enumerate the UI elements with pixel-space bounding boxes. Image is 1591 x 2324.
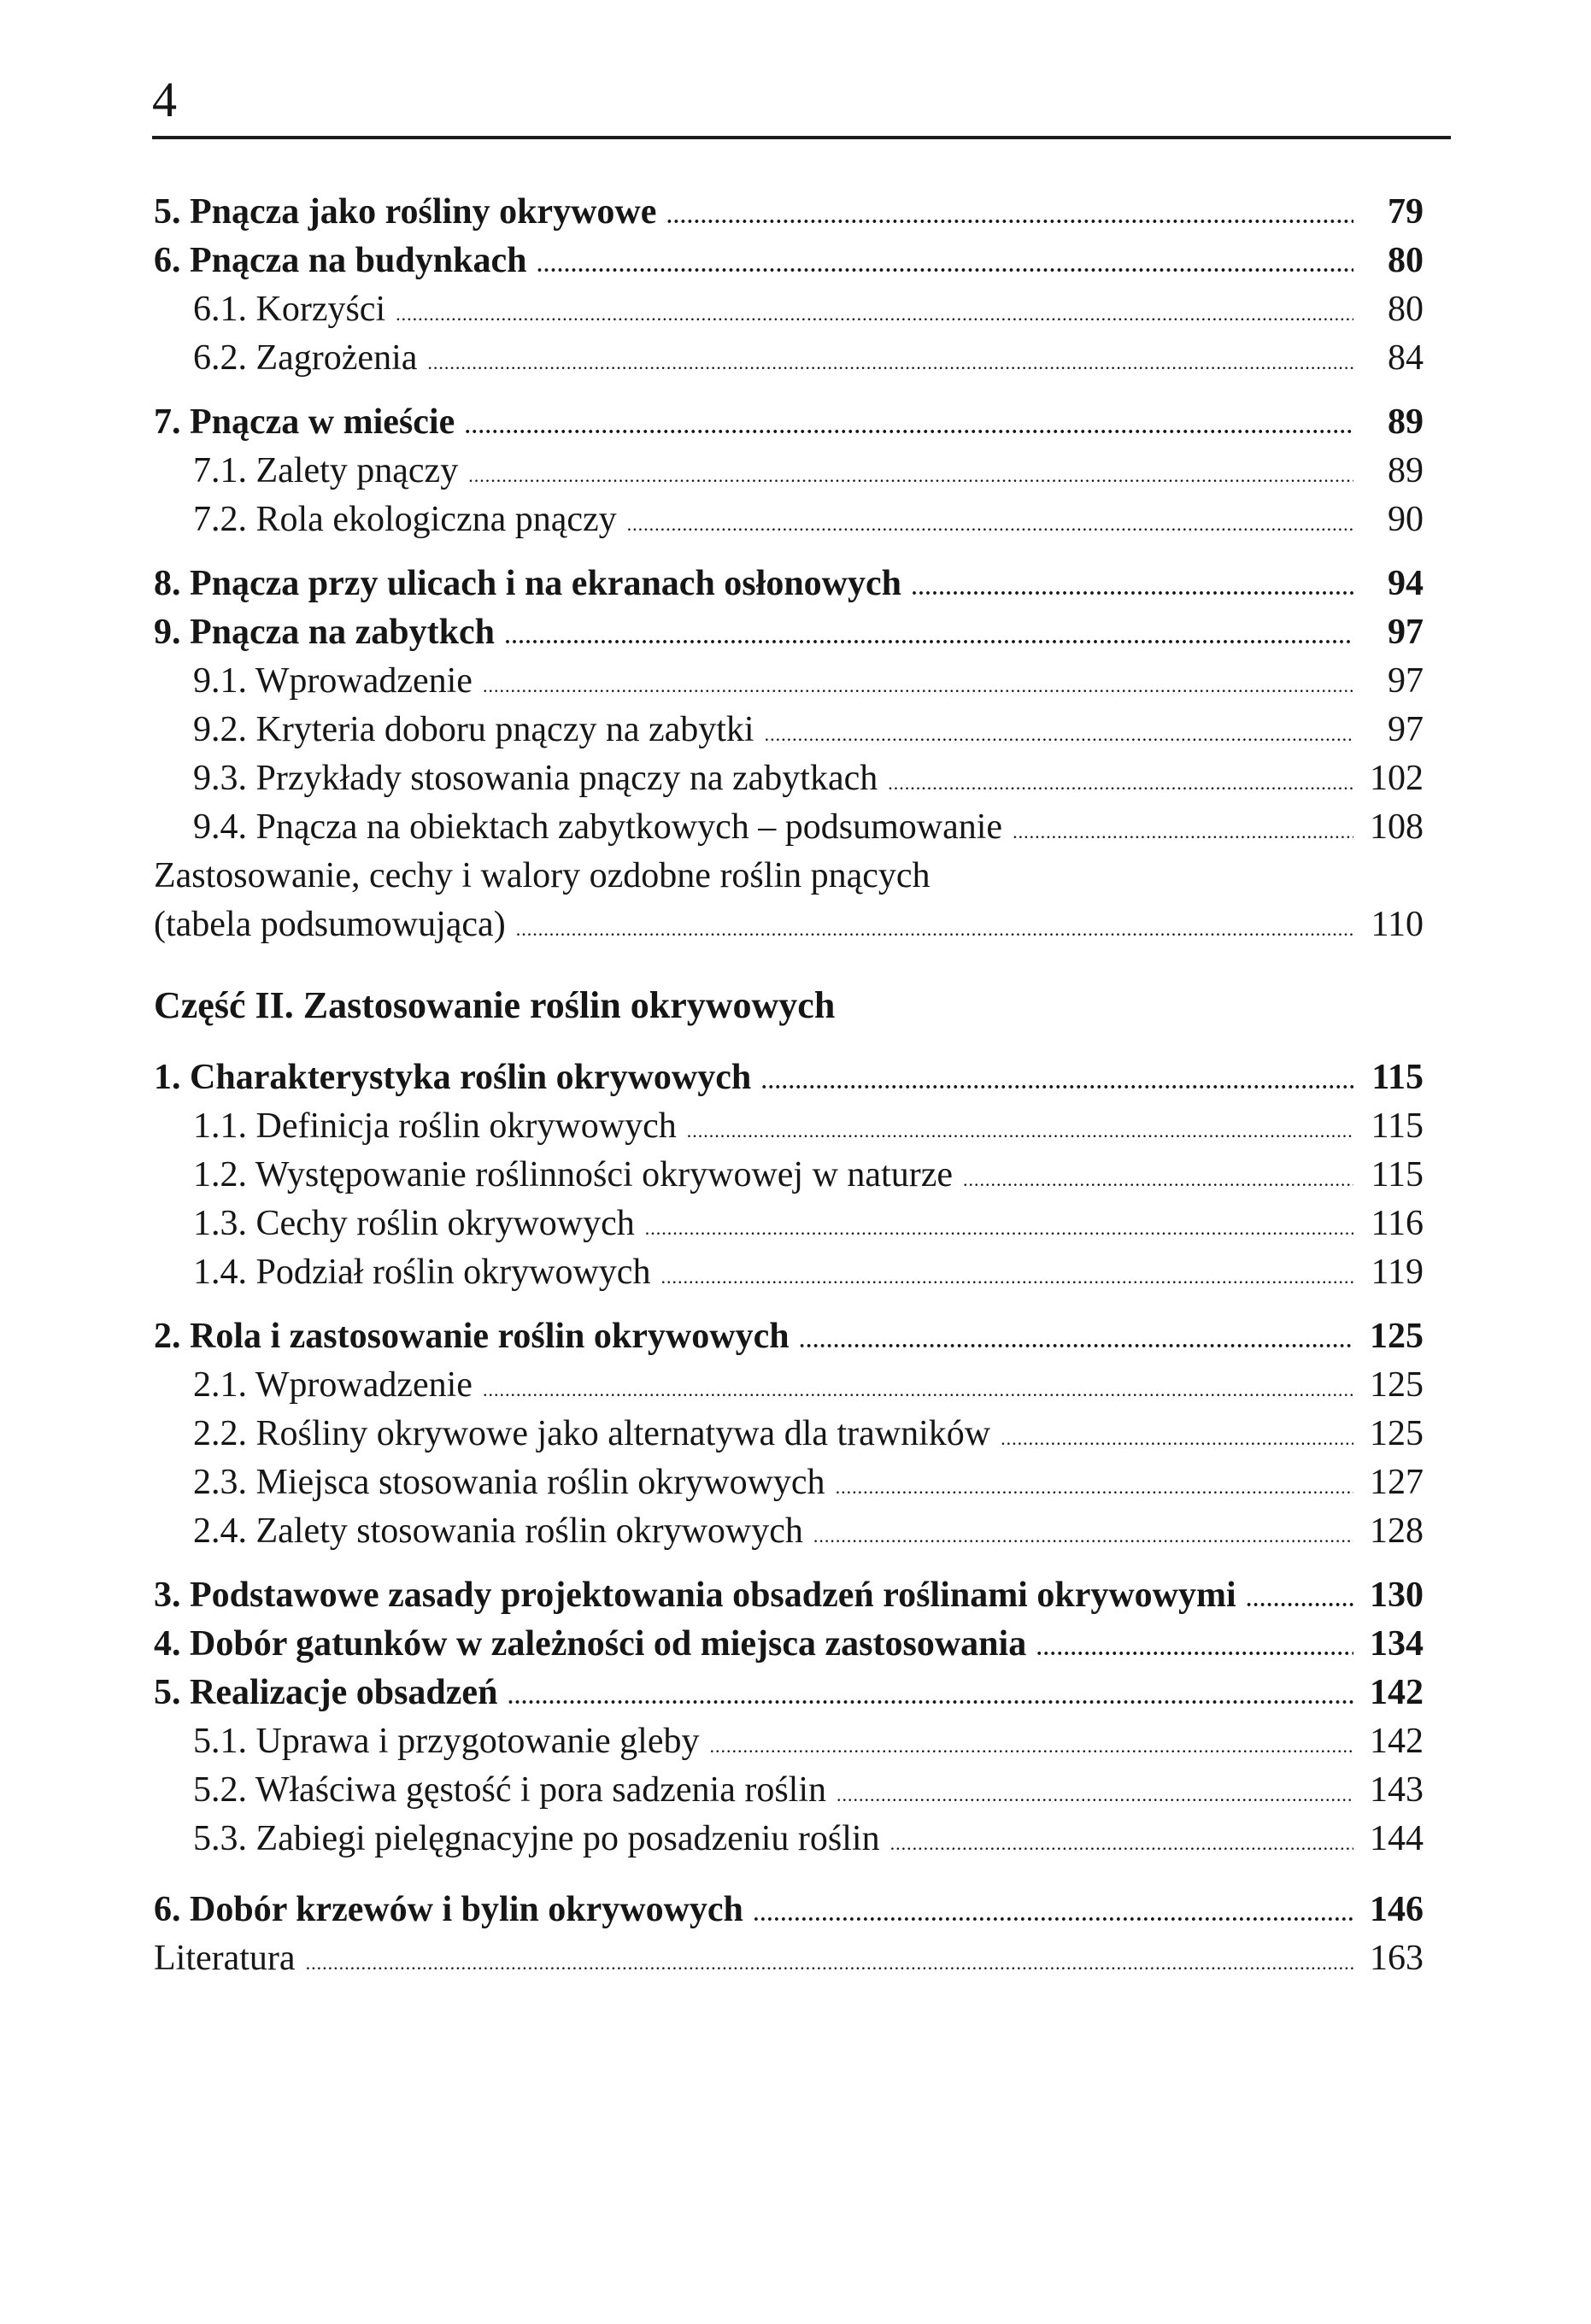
toc-subentry[interactable]	[154, 1507, 1424, 1556]
toc-entry-title: 7.1. Zalety pnączy	[193, 451, 459, 490]
dot-leader	[537, 242, 1353, 290]
toc-entry-title: 5.1. Uprawa i przygotowanie gleby	[193, 1722, 700, 1761]
toc-subentry[interactable]	[154, 803, 1424, 852]
toc-entry-title: 6.2. Zagrożenia	[193, 338, 418, 378]
toc-entry-title: 9. Pnącza na zabytkch	[154, 613, 495, 652]
toc-subentry[interactable]	[154, 1200, 1424, 1248]
toc-entry[interactable]	[154, 1886, 1424, 1934]
dot-leader	[465, 403, 1353, 452]
toc-subentry[interactable]	[154, 496, 1424, 544]
page-number: 4	[152, 72, 177, 127]
toc-entry-page: 80	[1388, 241, 1424, 280]
toc-entry[interactable]	[154, 188, 1424, 237]
toc-subentry[interactable]	[154, 1458, 1424, 1507]
toc-entry-title-line2: (tabela podsumowująca)	[154, 905, 506, 944]
dot-leader	[963, 1155, 1353, 1204]
toc-entry-title: 9.2. Kryteria doboru pnączy na zabytki	[193, 710, 754, 749]
toc-entry-page: 115	[1371, 1058, 1424, 1097]
toc-entry-page: 142	[1370, 1673, 1424, 1712]
toc-entry-title: 6. Pnącza na budynkach	[154, 241, 527, 280]
dot-leader	[508, 1674, 1353, 1722]
dot-leader	[483, 1365, 1353, 1414]
toc-entry-page: 80	[1388, 290, 1424, 329]
dot-leader	[836, 1463, 1353, 1511]
toc-entry[interactable]	[154, 1312, 1424, 1361]
toc-subentry[interactable]	[154, 334, 1424, 383]
toc-entry-title: 5. Pnącza jako rośliny okrywowe	[154, 192, 657, 232]
toc-entry-title: 9.4. Pnącza na obiektach zabytkowych – podsumowanie	[193, 807, 1003, 847]
dot-leader	[761, 1059, 1353, 1107]
toc-entry[interactable]	[154, 1934, 1424, 1983]
toc-subentry[interactable]	[154, 447, 1424, 496]
dot-leader	[468, 451, 1353, 500]
toc-entry[interactable]	[154, 1620, 1424, 1669]
toc-subentry[interactable]	[154, 1410, 1424, 1458]
toc-entry-title: 6.1. Korzyści	[193, 290, 386, 329]
toc-entry-title: 7. Pnącza w mieście	[154, 402, 455, 442]
toc-subentry[interactable]	[154, 754, 1424, 803]
toc-entry-page: 127	[1370, 1463, 1424, 1502]
toc-entry-page: 125	[1370, 1365, 1424, 1405]
dot-leader	[666, 193, 1353, 242]
toc-subentry[interactable]	[154, 1248, 1424, 1297]
toc-entry-title: 1.4. Podział roślin okrywowych	[193, 1253, 651, 1292]
dot-leader	[754, 1891, 1353, 1940]
dot-leader	[1247, 1576, 1353, 1625]
dot-leader	[627, 500, 1353, 549]
toc-subentry[interactable]	[154, 285, 1424, 334]
toc-entry-page: 115	[1371, 1106, 1424, 1146]
dot-leader	[837, 1770, 1353, 1819]
toc-entry-page: 90	[1388, 500, 1424, 539]
dot-leader	[813, 1511, 1353, 1560]
toc-entry-title: 2.1. Wprowadzenie	[193, 1365, 473, 1405]
toc-subentry[interactable]	[154, 1766, 1424, 1815]
toc-entry-page: 97	[1388, 710, 1424, 749]
toc-entry-page: 128	[1370, 1511, 1424, 1551]
toc-entry-page: 97	[1388, 661, 1424, 701]
toc-entry[interactable]	[154, 560, 1424, 608]
dot-leader	[396, 290, 1353, 338]
toc-entry-title: 1. Charakterystyka roślin okrywowych	[154, 1058, 752, 1097]
toc-entry-title: 1.1. Definicja roślin okrywowych	[193, 1106, 677, 1146]
dot-leader	[645, 1204, 1353, 1253]
dot-leader	[888, 759, 1353, 807]
toc-entry-page: 144	[1370, 1819, 1424, 1858]
toc-entry-title: 1.2. Występowanie roślinności okrywowej w naturze	[193, 1155, 953, 1194]
toc-entry-title: 2.4. Zalety stosowania roślin okrywowych	[193, 1511, 803, 1551]
toc-entry[interactable]	[154, 608, 1424, 657]
dot-leader	[427, 338, 1353, 387]
toc-entry-title: 5.2. Właściwa gęstość i pora sadzenia roślin	[193, 1770, 827, 1810]
toc-entry-title: 8. Pnącza przy ulicach i na ekranach osłonowych	[154, 564, 902, 603]
toc-entry-title: 7.2. Rola ekologiczna pnączy	[193, 500, 617, 539]
toc-entry-page: 134	[1370, 1624, 1424, 1664]
table-of-contents	[154, 188, 1424, 1983]
toc-subentry[interactable]	[154, 1102, 1424, 1151]
toc-entry[interactable]	[154, 237, 1424, 285]
toc-entry-page: 142	[1370, 1722, 1424, 1761]
toc-entry[interactable]	[154, 1669, 1424, 1717]
toc-entry-title: Literatura	[154, 1939, 296, 1978]
toc-entry-page: 108	[1370, 807, 1424, 847]
toc-entry-page: 110	[1371, 905, 1424, 944]
toc-entry-title: 4. Dobór gatunków w zależności od miejsca zastosowania	[154, 1624, 1027, 1664]
toc-entry-title: 5. Realizacje obsadzeń	[154, 1673, 498, 1712]
dot-leader	[1013, 807, 1353, 856]
dot-leader	[800, 1318, 1353, 1366]
toc-entry-page: 163	[1370, 1939, 1424, 1978]
dot-leader	[687, 1106, 1353, 1155]
dot-leader	[306, 1939, 1353, 1987]
dot-leader	[912, 565, 1353, 613]
toc-entry-title: 6. Dobór krzewów i bylin okrywowych	[154, 1890, 743, 1929]
toc-entry-page: 79	[1388, 192, 1424, 232]
toc-subentry[interactable]	[154, 657, 1424, 706]
toc-entry-page: 94	[1388, 564, 1424, 603]
toc-entry-page: 89	[1388, 451, 1424, 490]
toc-entry[interactable]	[154, 901, 1424, 949]
dot-leader	[1036, 1625, 1353, 1674]
toc-entry-title: 5.3. Zabiegi pielęgnacyjne po posadzeniu roślin	[193, 1819, 880, 1858]
header-rule	[152, 136, 1451, 139]
toc-entry-page: 125	[1370, 1317, 1424, 1356]
dot-leader	[516, 905, 1353, 954]
dot-leader	[765, 710, 1353, 759]
toc-entry-title: 2.2. Rośliny okrywowe jako alternatywa dla trawników	[193, 1414, 991, 1453]
toc-entry-page: 146	[1370, 1890, 1424, 1929]
toc-subentry[interactable]	[154, 706, 1424, 754]
toc-entry-title: 2. Rola i zastosowanie roślin okrywowych	[154, 1317, 790, 1356]
toc-subentry[interactable]	[154, 1815, 1424, 1863]
toc-entry[interactable]	[154, 398, 1424, 447]
dot-leader	[710, 1722, 1354, 1770]
toc-entry-title: 3. Podstawowe zasady projektowania obsadzeń roślinami okrywowymi	[154, 1576, 1236, 1615]
part-heading: Część II. Zastosowanie roślin okrywowych	[154, 984, 836, 1026]
toc-subentry[interactable]	[154, 1151, 1424, 1200]
dot-leader	[1001, 1414, 1353, 1463]
toc-subentry[interactable]	[154, 1361, 1424, 1410]
dot-leader	[483, 661, 1353, 710]
toc-entry-title: 2.3. Miejsca stosowania roślin okrywowych	[193, 1463, 825, 1502]
toc-entry-page: 115	[1371, 1155, 1424, 1194]
toc-entry-page: 116	[1371, 1204, 1424, 1243]
toc-entry[interactable]	[154, 1571, 1424, 1620]
toc-entry-page: 89	[1388, 402, 1424, 442]
toc-entry-page: 102	[1370, 759, 1424, 798]
toc-entry[interactable]	[154, 1053, 1424, 1102]
toc-entry-title: 9.3. Przykłady stosowania pnączy na zabytkach	[193, 759, 878, 798]
toc-subentry[interactable]	[154, 1717, 1424, 1766]
dot-leader	[890, 1819, 1353, 1868]
toc-entry-page: 97	[1388, 613, 1424, 652]
dot-leader	[660, 1253, 1353, 1301]
toc-entry-page: 125	[1370, 1414, 1424, 1453]
toc-entry-title-line1: Zastosowanie, cechy i walory ozdobne roślin pnących	[154, 856, 931, 895]
toc-entry-page: 119	[1371, 1253, 1424, 1292]
toc-entry-page: 84	[1388, 338, 1424, 378]
dot-leader	[505, 613, 1353, 662]
toc-entry-page: 143	[1370, 1770, 1424, 1810]
toc-entry-title: 1.3. Cechy roślin okrywowych	[193, 1204, 635, 1243]
toc-entry-title: 9.1. Wprowadzenie	[193, 661, 473, 701]
toc-entry-page: 130	[1370, 1576, 1424, 1615]
